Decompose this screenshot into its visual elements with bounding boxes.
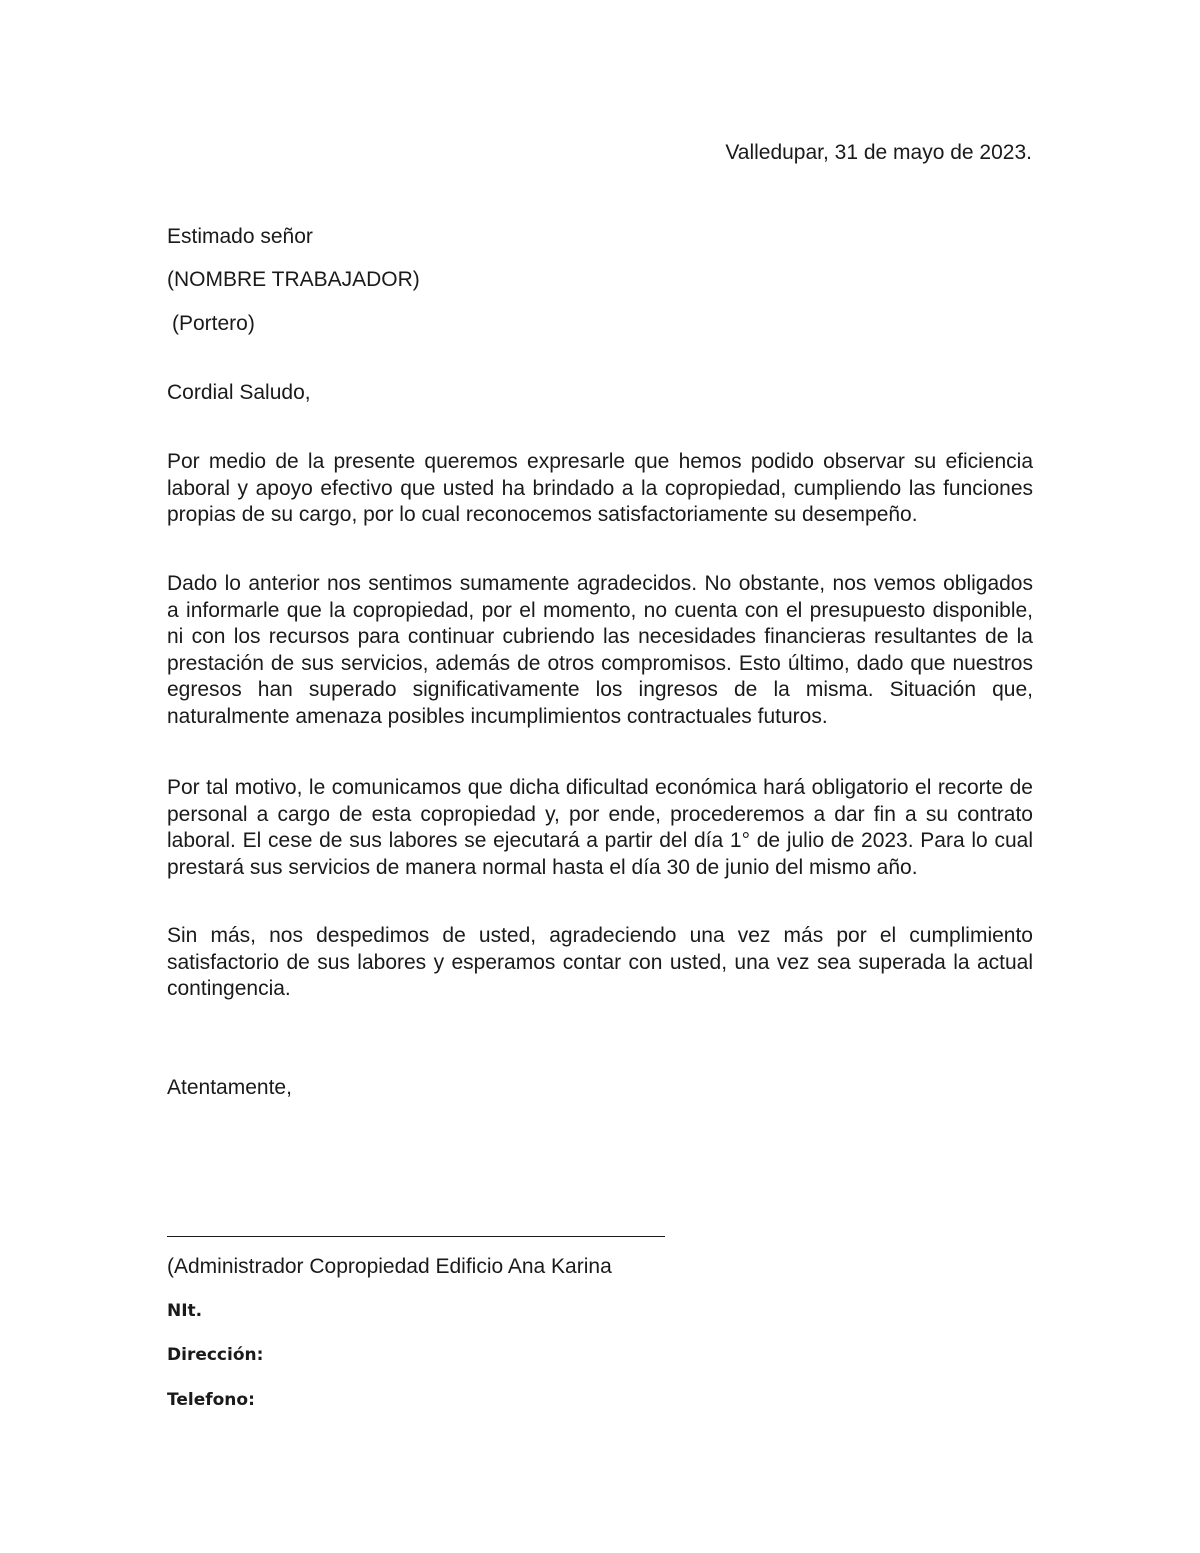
body-paragraph: Sin más, nos despedimos de usted, agradeciendo una vez más por el cumplimiento satisfactorio de sus labores y esperamos contar con usted, una vez sea superada la actual contingencia. <box>167 924 1033 1000</box>
nit-label: NIt. <box>167 1301 203 1321</box>
body-paragraph: Dado lo anterior nos sentimos sumamente agradecidos. No obstante, nos vemos obligados a informarle que la copropiedad, por el momento, no cuenta con el presupuesto disponible, ni con los recursos para continuar cubriendo las necesidades financieras resultantes de la prestación de sus servicios, además de otros compromisos. Esto último, dado que nuestros egresos han superado significativamente los ingresos de la misma. Situación que, naturalmente amenaza posibles incumplimientos contractuales futuros. <box>167 572 1033 728</box>
recipient-role: (Portero) <box>172 312 255 335</box>
body-paragraph: Por medio de la presente queremos expresarle que hemos podido observar su eficiencia laboral y apoyo efectivo que usted ha brindado a la copropiedad, cumpliendo las funciones propias de su cargo, por lo cual reconocemos satisfactoriamente su desempeño. <box>167 450 1033 526</box>
letter-date: Valledupar, 31 de mayo de 2023. <box>725 141 1032 164</box>
salutation: Cordial Saludo, <box>167 381 311 404</box>
signature-name: (Administrador Copropiedad Edificio Ana Karina <box>167 1255 612 1278</box>
phone-label: Telefono: <box>167 1390 255 1410</box>
greeting: Estimado señor <box>167 225 313 248</box>
recipient-name: (NOMBRE TRABAJADOR) <box>167 268 420 291</box>
address-label: Dirección: <box>167 1345 264 1365</box>
signature-line <box>167 1236 665 1237</box>
body-paragraph: Por tal motivo, le comunicamos que dicha dificultad económica hará obligatorio el recorte de personal a cargo de esta copropiedad y, por ende, procederemos a dar fin a su contrato laboral. El cese de sus labores se ejecutará a partir del día 1° de julio de 2023. Para lo cual prestará sus servicios de manera normal hasta el día 30 de junio del mismo año. <box>167 776 1033 879</box>
closing: Atentamente, <box>167 1076 292 1099</box>
